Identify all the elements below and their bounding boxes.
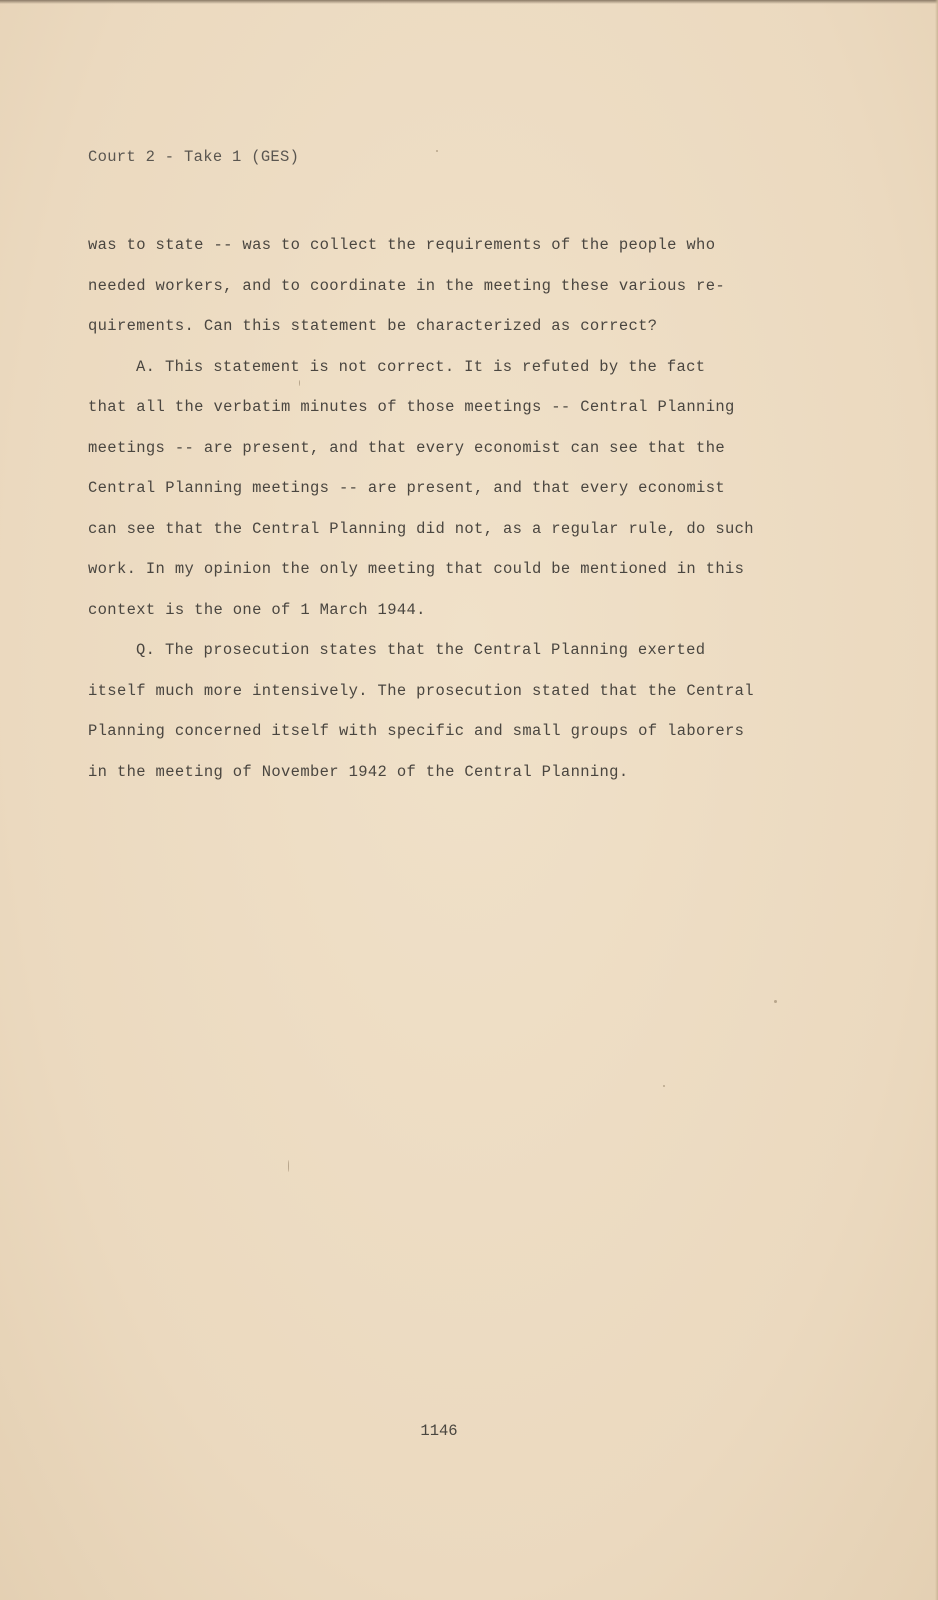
text-line: quirements. Can this statement be characterized as correct? <box>88 317 658 335</box>
page-number: 1146 <box>420 1422 458 1440</box>
text-line: can see that the Central Planning did not, as a regular rule, do such <box>88 519 754 538</box>
text-line: context is the one of 1 March 1944. <box>88 600 426 619</box>
paper-speck <box>774 1000 777 1003</box>
paper-speck <box>299 380 300 386</box>
text-line: Central Planning meetings -- are present, and that every economist <box>88 479 725 497</box>
page-top-edge <box>0 0 938 4</box>
text-line: was to state -- was to collect the requirements of the people who <box>88 236 716 254</box>
text-line: work. In my opinion the only meeting that could be mentioned in this <box>88 560 745 578</box>
page-header: Court 2 - Take 1 (GES) <box>88 148 300 166</box>
paper-speck <box>288 1160 289 1172</box>
paper-speck <box>436 150 438 152</box>
question-paragraph-start: Q. The prosecution states that the Central Planning exerted <box>136 641 706 659</box>
text-line: meetings -- are present, and that every economist can see that the <box>88 438 725 457</box>
text-line: in the meeting of November 1942 of the Central Planning. <box>88 762 629 781</box>
text-line: itself much more intensively. The prosecution stated that the Central <box>88 681 754 700</box>
text-line: Planning concerned itself with specific and small groups of laborers <box>88 722 745 740</box>
transcript-body <box>88 225 848 792</box>
text-line: needed workers, and to coordinate in the meeting these various re- <box>88 276 725 295</box>
paper-speck <box>663 1085 665 1087</box>
text-line: that all the verbatim minutes of those meetings -- Central Planning <box>88 398 735 416</box>
answer-paragraph-start: A. This statement is not correct. It is refuted by the fact <box>136 357 706 376</box>
